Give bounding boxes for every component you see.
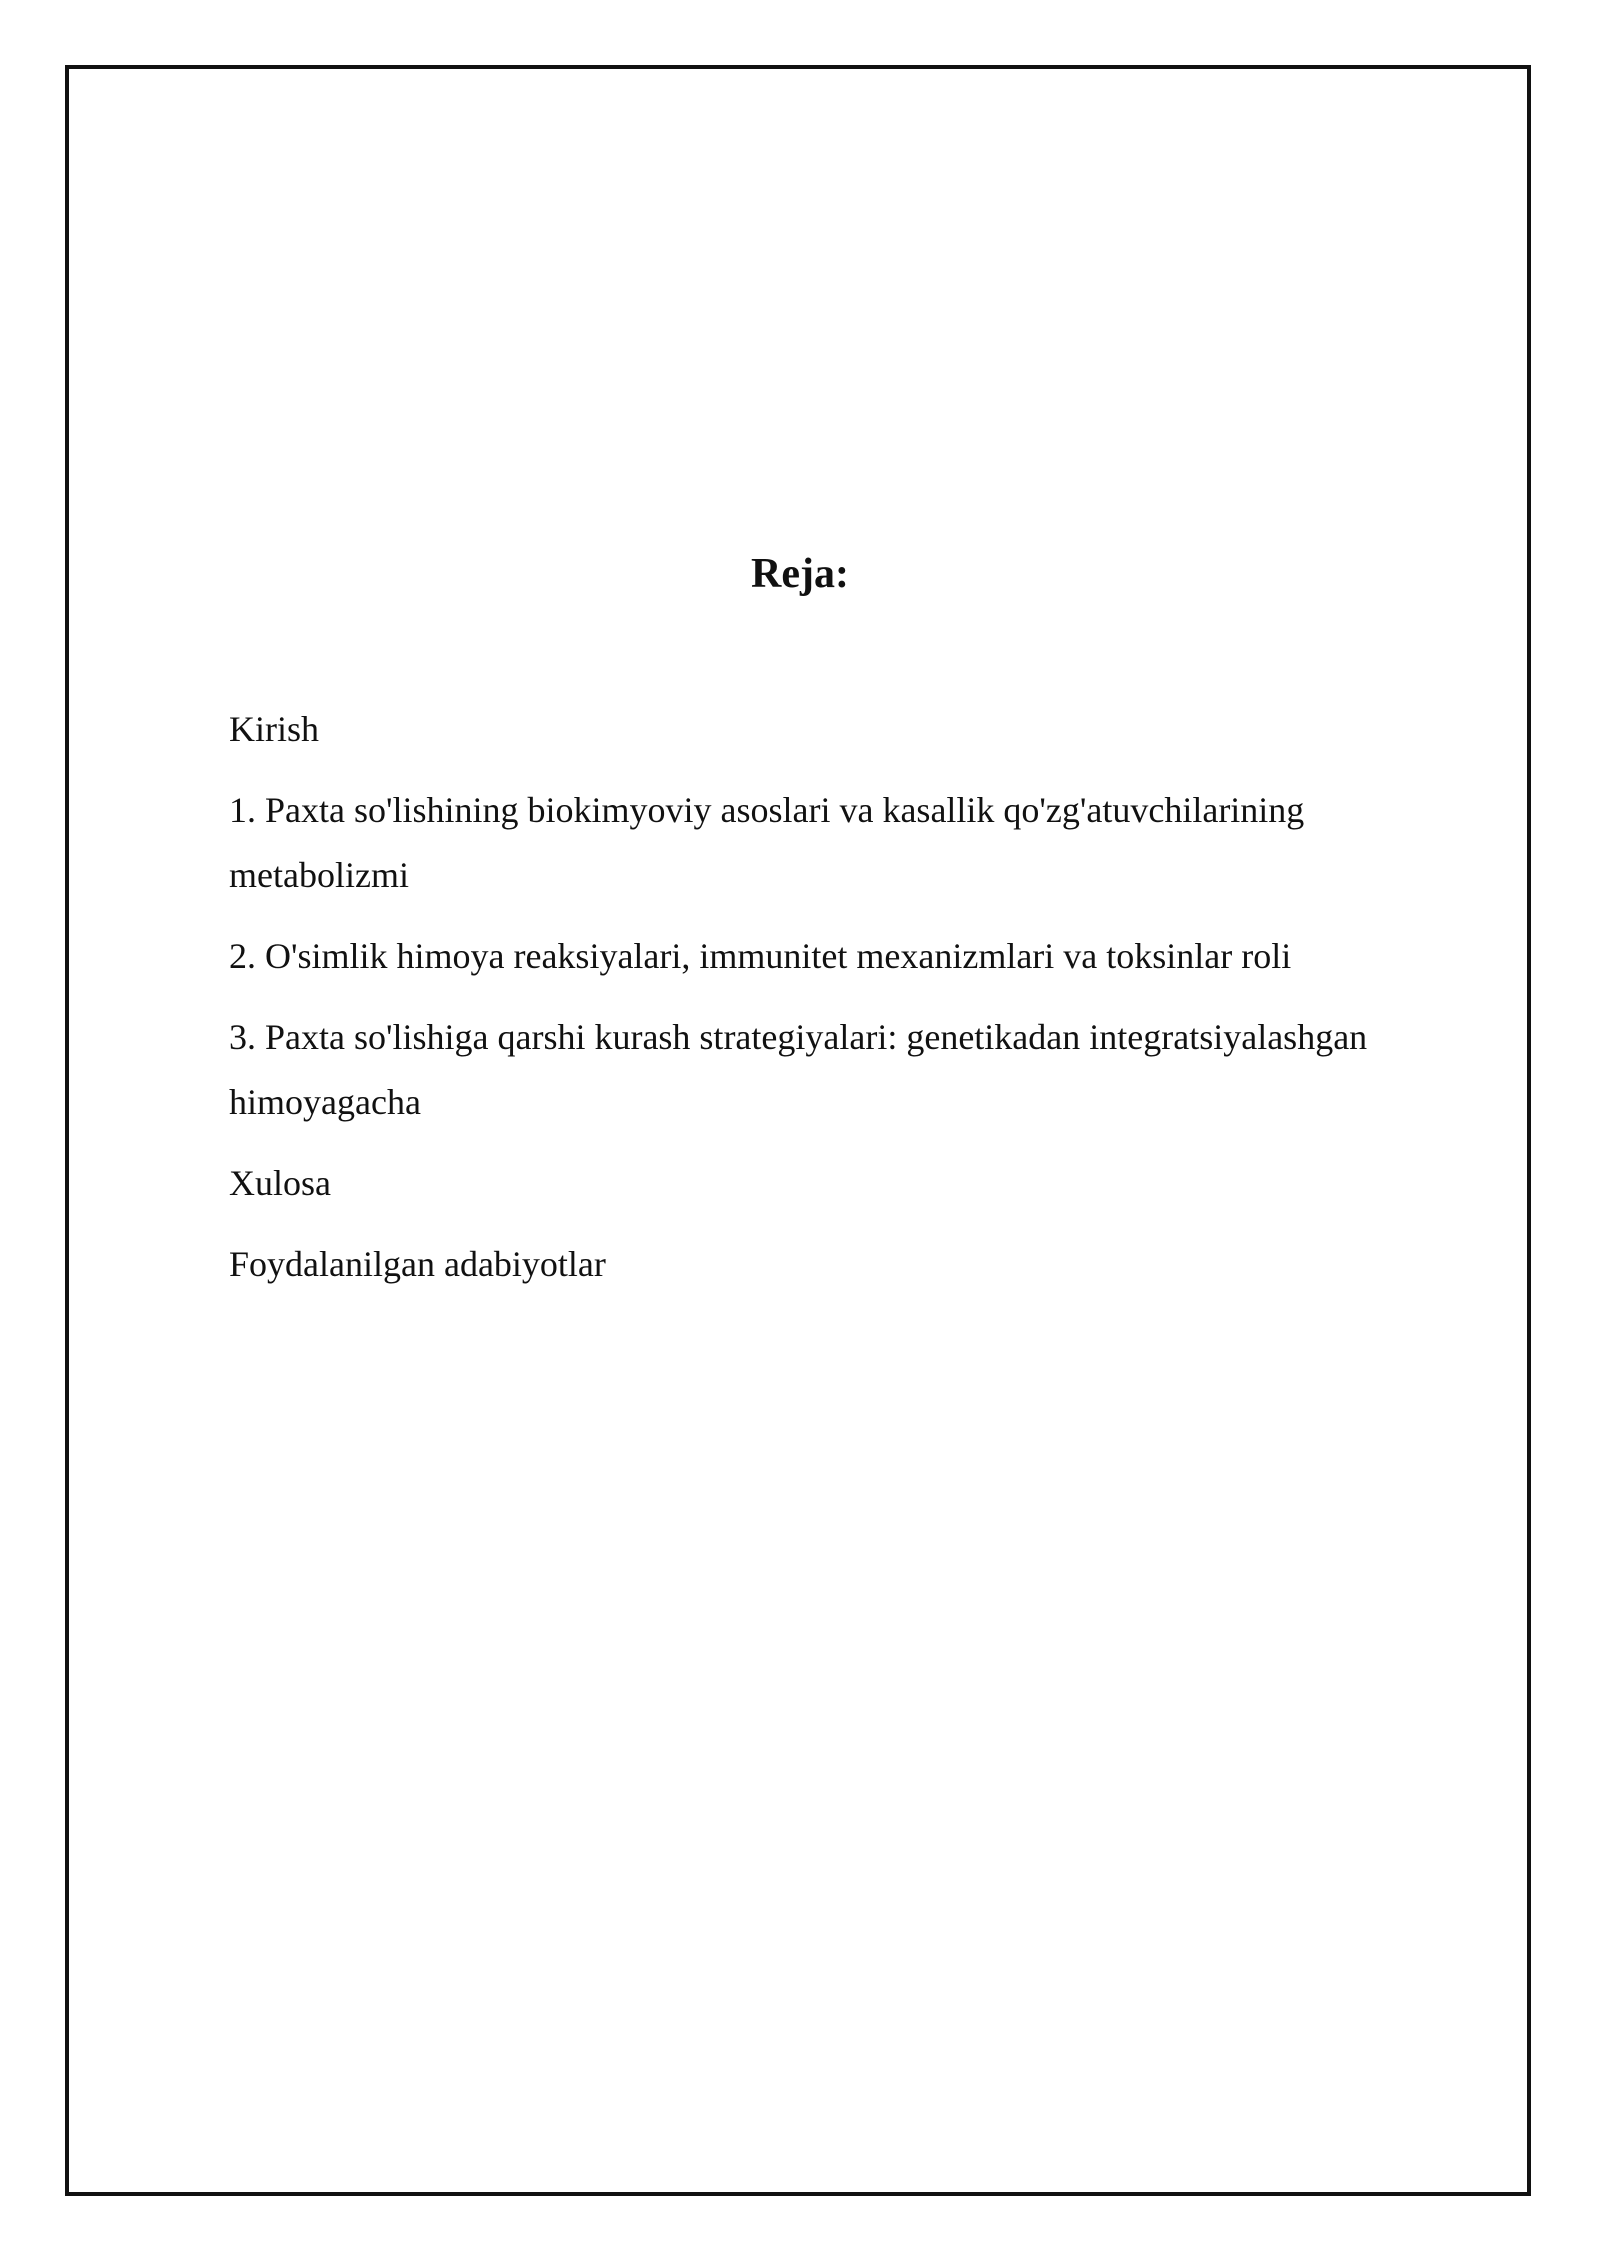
plan-item-chapter-1: 1. Paxta so'lishining biokimyoviy asoslari va kasallik qo'zg'atuvchilarining metabolizmi <box>229 790 1305 895</box>
page-title: Reja: <box>751 551 849 597</box>
plan-item-introduction: Kirish <box>229 709 319 749</box>
plan-item-chapter-2: 2. O'simlik himoya reaksiyalari, immunitet mexanizmlari va toksinlar roli <box>229 936 1292 976</box>
plan-list <box>229 697 1449 1313</box>
plan-item-conclusion: Xulosa <box>229 1163 331 1203</box>
plan-item-chapter-3: 3. Paxta so'lishiga qarshi kurash strategiyalari: genetikadan integratsiyalashgan himoyagacha <box>229 1017 1368 1122</box>
plan-item-references: Foydalanilgan adabiyotlar <box>229 1244 606 1284</box>
